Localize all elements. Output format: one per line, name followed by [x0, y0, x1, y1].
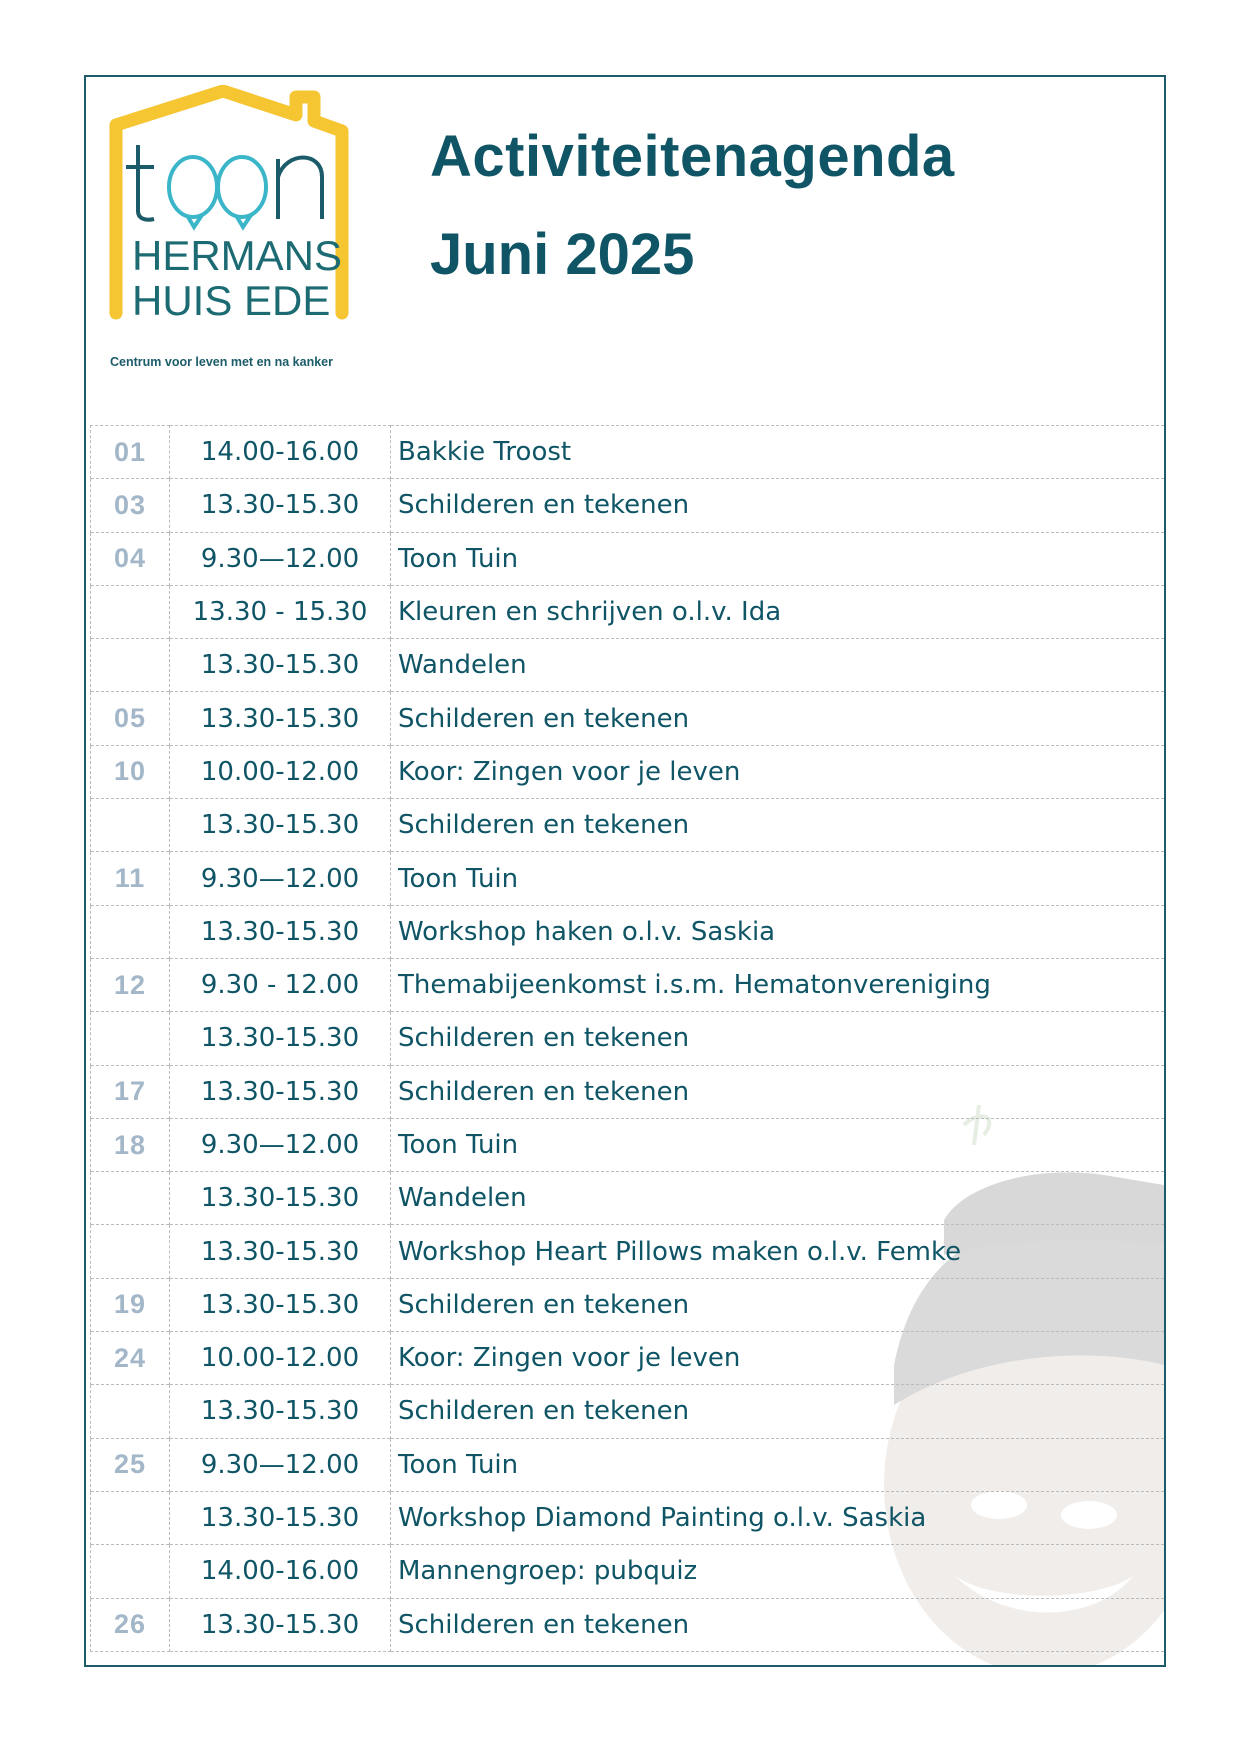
day-cell: 17	[91, 1065, 170, 1118]
day-cell	[91, 1491, 170, 1544]
time-cell: 14.00-16.00	[170, 426, 391, 479]
time-cell: 13.30 - 15.30	[170, 585, 391, 638]
activity-cell: Bakkie Troost	[391, 426, 1165, 479]
time-cell: 10.00-12.00	[170, 745, 391, 798]
table-row	[91, 1491, 1165, 1544]
activity-cell: Schilderen en tekenen	[391, 1065, 1165, 1118]
activity-cell: Themabijeenkomst i.s.m. Hematonvereniging	[391, 958, 1165, 1011]
table-row	[91, 1172, 1165, 1225]
activity-cell: Schilderen en tekenen	[391, 1012, 1165, 1065]
activity-cell: Workshop Heart Pillows maken o.l.v. Femke	[391, 1225, 1165, 1278]
toon-wordmark-icon	[126, 145, 322, 227]
table-row	[91, 1012, 1165, 1065]
activity-cell: Toon Tuin	[391, 852, 1165, 905]
activity-cell: Schilderen en tekenen	[391, 1385, 1165, 1438]
day-cell	[91, 1545, 170, 1598]
table-row	[91, 958, 1165, 1011]
day-cell: 10	[91, 745, 170, 798]
table-row	[91, 852, 1165, 905]
table-row	[91, 692, 1165, 745]
activity-cell: Wandelen	[391, 639, 1165, 692]
activity-cell: Kleuren en schrijven o.l.v. Ida	[391, 585, 1165, 638]
time-cell: 14.00-16.00	[170, 1545, 391, 1598]
time-cell: 9.30—12.00	[170, 532, 391, 585]
day-cell: 24	[91, 1332, 170, 1385]
logo-tagline: Centrum voor leven met en na kanker	[110, 355, 333, 369]
activity-cell: Toon Tuin	[391, 1438, 1165, 1491]
activity-cell: Workshop Diamond Painting o.l.v. Saskia	[391, 1491, 1165, 1544]
time-cell: 13.30-15.30	[170, 1598, 391, 1651]
time-cell: 9.30—12.00	[170, 1118, 391, 1171]
day-cell	[91, 1172, 170, 1225]
activity-cell: Toon Tuin	[391, 1118, 1165, 1171]
day-cell	[91, 1012, 170, 1065]
table-row	[91, 1438, 1165, 1491]
activity-cell: Schilderen en tekenen	[391, 692, 1165, 745]
day-cell	[91, 639, 170, 692]
agenda-body	[91, 426, 1165, 1652]
table-row	[91, 905, 1165, 958]
table-row	[91, 585, 1165, 638]
table-row	[91, 1598, 1165, 1651]
activity-cell: Schilderen en tekenen	[391, 479, 1165, 532]
time-cell: 13.30-15.30	[170, 479, 391, 532]
table-row	[91, 479, 1165, 532]
day-cell	[91, 799, 170, 852]
activity-cell: Koor: Zingen voor je leven	[391, 1332, 1165, 1385]
day-cell	[91, 1385, 170, 1438]
time-cell: 13.30-15.30	[170, 799, 391, 852]
table-row	[91, 799, 1165, 852]
table-row	[91, 1225, 1165, 1278]
day-cell: 05	[91, 692, 170, 745]
activity-cell: Schilderen en tekenen	[391, 799, 1165, 852]
time-cell: 13.30-15.30	[170, 1012, 391, 1065]
time-cell: 13.30-15.30	[170, 1385, 391, 1438]
time-cell: 13.30-15.30	[170, 1491, 391, 1544]
activity-cell: Workshop haken o.l.v. Saskia	[391, 905, 1165, 958]
day-cell: 11	[91, 852, 170, 905]
day-cell: 03	[91, 479, 170, 532]
time-cell: 13.30-15.30	[170, 905, 391, 958]
table-row	[91, 1332, 1165, 1385]
time-cell: 13.30-15.30	[170, 692, 391, 745]
agenda-table	[90, 425, 1164, 1652]
day-cell	[91, 905, 170, 958]
activity-cell: Mannengroep: pubquiz	[391, 1545, 1165, 1598]
activity-cell: Koor: Zingen voor je leven	[391, 745, 1165, 798]
toon-hermans-huis-logo	[108, 85, 378, 385]
table-row	[91, 639, 1165, 692]
day-cell	[91, 585, 170, 638]
table-row	[91, 1278, 1165, 1331]
table-row	[91, 1385, 1165, 1438]
table-row	[91, 532, 1165, 585]
activity-cell: Schilderen en tekenen	[391, 1278, 1165, 1331]
table-row	[91, 745, 1165, 798]
svg-text:HUIS EDE: HUIS EDE	[132, 277, 331, 324]
time-cell: 13.30-15.30	[170, 1225, 391, 1278]
table-row	[91, 1545, 1165, 1598]
table-row	[91, 1065, 1165, 1118]
page-frame	[84, 75, 1166, 1667]
svg-text:HERMANS: HERMANS	[132, 232, 343, 279]
table-row	[91, 1118, 1165, 1171]
page-title: Activiteitenagenda	[430, 124, 955, 189]
day-cell: 25	[91, 1438, 170, 1491]
time-cell: 9.30—12.00	[170, 852, 391, 905]
time-cell: 13.30-15.30	[170, 1172, 391, 1225]
time-cell: 9.30 - 12.00	[170, 958, 391, 1011]
activity-cell: Schilderen en tekenen	[391, 1598, 1165, 1651]
day-cell: 26	[91, 1598, 170, 1651]
activity-cell: Wandelen	[391, 1172, 1165, 1225]
day-cell	[91, 1225, 170, 1278]
day-cell: 19	[91, 1278, 170, 1331]
table-row	[91, 426, 1165, 479]
page-subtitle: Juni 2025	[430, 222, 695, 287]
time-cell: 13.30-15.30	[170, 639, 391, 692]
time-cell: 10.00-12.00	[170, 1332, 391, 1385]
time-cell: 13.30-15.30	[170, 1065, 391, 1118]
day-cell: 18	[91, 1118, 170, 1171]
activity-cell: Toon Tuin	[391, 532, 1165, 585]
day-cell: 12	[91, 958, 170, 1011]
time-cell: 13.30-15.30	[170, 1278, 391, 1331]
time-cell: 9.30—12.00	[170, 1438, 391, 1491]
day-cell: 01	[91, 426, 170, 479]
day-cell: 04	[91, 532, 170, 585]
